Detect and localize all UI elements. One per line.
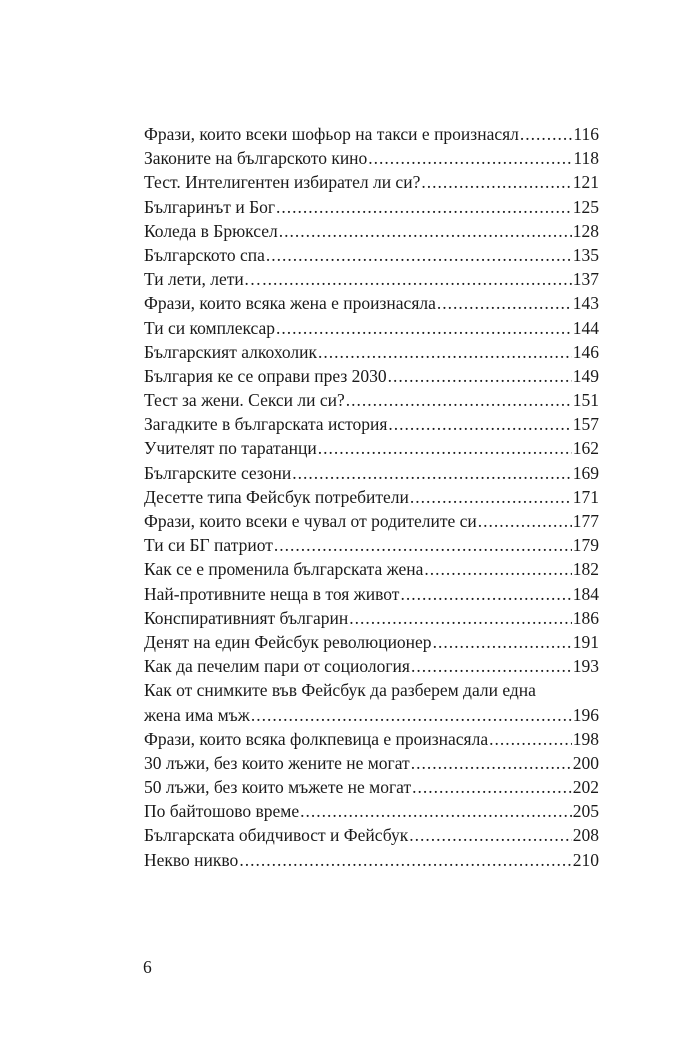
dot-leader <box>411 654 572 678</box>
toc-entry-page: 208 <box>572 825 599 846</box>
toc-entry <box>144 340 599 364</box>
toc-entry-title: Фрази, които всяка фолкпевица е произнасяла <box>144 728 489 749</box>
toc-entry-page: 151 <box>572 390 599 411</box>
toc-entry-page: 162 <box>572 438 599 459</box>
toc-entry-page: 193 <box>572 656 599 677</box>
toc-entry-page: 121 <box>572 172 599 193</box>
toc-entry-title-line2: жена има мъж <box>144 704 250 725</box>
toc-entry-title: Коледа в Брюксел <box>144 220 278 241</box>
toc-entry-title: Ти си комплексар <box>144 317 276 338</box>
toc-entry <box>144 461 599 485</box>
toc-row <box>144 195 599 219</box>
toc-row <box>144 823 599 847</box>
dot-leader <box>437 291 572 315</box>
dot-leader <box>424 557 571 581</box>
toc-entry <box>144 243 599 267</box>
toc-entry-page: 137 <box>572 269 599 290</box>
toc-entry-page: 171 <box>572 486 599 507</box>
dot-leader <box>300 799 572 823</box>
toc-entry <box>144 823 599 847</box>
toc-entry <box>144 388 599 412</box>
toc-row <box>144 509 599 533</box>
dot-leader <box>276 195 572 219</box>
toc-row <box>144 412 599 436</box>
toc-row <box>144 388 599 412</box>
toc-entry-title-line1: Как от снимките във Фейсбук да разберем дали една <box>144 680 536 701</box>
dot-leader <box>478 509 572 533</box>
toc-entry <box>144 775 599 799</box>
toc-entry <box>144 316 599 340</box>
toc-row <box>144 291 599 315</box>
toc-row <box>144 654 599 678</box>
dot-leader <box>318 340 572 364</box>
toc-entry-page: 128 <box>572 220 599 241</box>
toc-row <box>144 606 599 630</box>
dot-leader <box>346 388 572 412</box>
toc-entry-title: Българският алкохолик <box>144 341 318 362</box>
dot-leader <box>388 364 572 388</box>
dot-leader <box>400 582 571 606</box>
toc-entry-title: По байтошово време <box>144 801 300 822</box>
toc-row <box>144 485 599 509</box>
toc-entry-page: 202 <box>572 777 599 798</box>
dot-leader <box>318 436 572 460</box>
toc-entry-page: 198 <box>572 728 599 749</box>
dot-leader <box>410 485 572 509</box>
toc-entry <box>144 412 599 436</box>
toc-entry-page: 179 <box>572 535 599 556</box>
toc-entry <box>144 195 599 219</box>
toc-entry <box>144 678 599 726</box>
toc-entry-title: Фрази, които всеки шофьор на такси е произнасял <box>144 124 519 144</box>
dot-leader <box>276 316 572 340</box>
toc-row <box>144 775 599 799</box>
toc-entry-title: Фрази, които всяка жена е произнасяла <box>144 293 436 314</box>
toc-entry-page: 116 <box>573 124 599 144</box>
toc-row <box>144 219 599 243</box>
toc-entry <box>144 436 599 460</box>
dot-leader <box>411 751 572 775</box>
toc-entry-page: 196 <box>572 704 599 725</box>
toc-entry-title: Законите на българското кино <box>144 148 368 169</box>
toc-entry-page: 146 <box>572 341 599 362</box>
toc-entry-page: 118 <box>573 148 599 169</box>
toc-row <box>144 799 599 823</box>
toc-row <box>144 170 599 194</box>
toc-entry-page: 177 <box>572 511 599 531</box>
toc-row <box>144 630 599 654</box>
dot-leader <box>489 727 572 751</box>
dot-leader <box>279 219 572 243</box>
dot-leader <box>433 630 572 654</box>
toc-entry <box>144 146 599 170</box>
toc-entry-title: 30 лъжи, без които жените не могат <box>144 752 410 773</box>
toc-entry-page: 210 <box>572 849 599 870</box>
toc-entry <box>144 606 599 630</box>
toc-entry <box>144 654 599 678</box>
toc-entry-title: 50 лъжи, без които мъжете не могат <box>144 777 412 798</box>
toc-row <box>144 703 599 727</box>
toc-row <box>144 316 599 340</box>
dot-leader <box>368 146 572 170</box>
toc-entry-page: 157 <box>572 414 599 435</box>
toc-entry-page: 125 <box>572 196 599 217</box>
dot-leader <box>520 122 572 146</box>
toc-entry <box>144 170 599 194</box>
toc-entry-title: Тест. Интелигентен избирател ли си? <box>144 172 421 193</box>
toc-entry <box>144 485 599 509</box>
toc-entry <box>144 364 599 388</box>
toc-entry-page: 191 <box>572 631 599 652</box>
toc-row <box>144 243 599 267</box>
toc-entry <box>144 291 599 315</box>
toc-entry <box>144 533 599 557</box>
toc-entry-page: 143 <box>572 293 599 314</box>
dot-leader <box>421 170 571 194</box>
toc-entry <box>144 582 599 606</box>
toc-entry <box>144 799 599 823</box>
dot-leader <box>262 267 571 291</box>
dot-leader <box>266 243 572 267</box>
toc-entry <box>144 630 599 654</box>
dot-leader <box>412 775 572 799</box>
toc-entry <box>144 557 599 581</box>
toc-entry-title: Загадките в българската история <box>144 414 388 435</box>
toc-entry-page: 169 <box>572 462 599 483</box>
dot-leader <box>274 533 572 557</box>
toc-row <box>144 146 599 170</box>
toc-entry-title: Тест за жени. Секси ли си? <box>144 390 345 411</box>
toc-entry-title: Некво никво <box>144 849 239 870</box>
toc-row <box>144 461 599 485</box>
toc-entry-page: 135 <box>572 244 599 265</box>
toc-entry <box>144 122 599 146</box>
toc-row <box>144 340 599 364</box>
toc-entry-title: Българското спа <box>144 244 265 265</box>
toc-entry-page: 200 <box>572 752 599 773</box>
toc-entry <box>144 848 599 872</box>
toc-entry-title: Десетте типа Фейсбук потребители <box>144 486 409 507</box>
toc-entry <box>144 751 599 775</box>
toc-row <box>144 727 599 751</box>
table-of-contents <box>144 122 599 872</box>
dot-leader <box>388 412 571 436</box>
page-number: 6 <box>143 957 152 977</box>
toc-entry <box>144 267 599 291</box>
toc-entry-title: Учителят по таратанци <box>144 438 317 459</box>
toc-entry-page: 149 <box>572 365 599 386</box>
toc-row <box>144 582 599 606</box>
toc-entry-title: Фрази, които всеки е чувал от родителите си <box>144 511 477 531</box>
toc-entry-title: Как да печелим пари от социология <box>144 656 410 677</box>
toc-entry-title: Най-противните неща в тоя живот <box>144 583 400 604</box>
toc-row <box>144 751 599 775</box>
toc-entry-page: 184 <box>572 583 599 604</box>
toc-entry-title: Как се е променила българската жена <box>144 559 424 580</box>
toc-entry-title: Българската обидчивост и Фейсбук <box>144 825 409 846</box>
toc-row <box>144 122 599 146</box>
toc-entry-title: Българските сезони <box>144 462 292 483</box>
toc-row <box>144 364 599 388</box>
toc-entry <box>144 509 599 533</box>
dot-leader <box>239 848 571 872</box>
toc-entry-page: 182 <box>572 559 599 580</box>
toc-entry <box>144 727 599 751</box>
dot-leader <box>409 823 572 847</box>
toc-entry-title: Ти лети, лети… <box>144 269 262 290</box>
dot-leader <box>292 461 572 485</box>
toc-row <box>144 267 599 291</box>
toc-row <box>144 557 599 581</box>
toc-entry-title: Денят на един Фейсбук революционер <box>144 631 432 652</box>
toc-entry-title: Ти си БГ патриот <box>144 535 273 556</box>
toc-row <box>144 848 599 872</box>
toc-entry-title: Българинът и Бог <box>144 196 276 217</box>
toc-entry <box>144 219 599 243</box>
dot-leader <box>251 703 572 727</box>
dot-leader <box>349 606 572 630</box>
toc-row <box>144 436 599 460</box>
toc-entry-page: 186 <box>572 607 599 628</box>
toc-entry-page: 144 <box>572 317 599 338</box>
toc-entry-title: България ке се оправи през 2030 <box>144 365 387 386</box>
toc-row <box>144 533 599 557</box>
toc-entry-title: Конспиративният българин <box>144 607 349 628</box>
toc-entry-page: 205 <box>572 801 599 822</box>
